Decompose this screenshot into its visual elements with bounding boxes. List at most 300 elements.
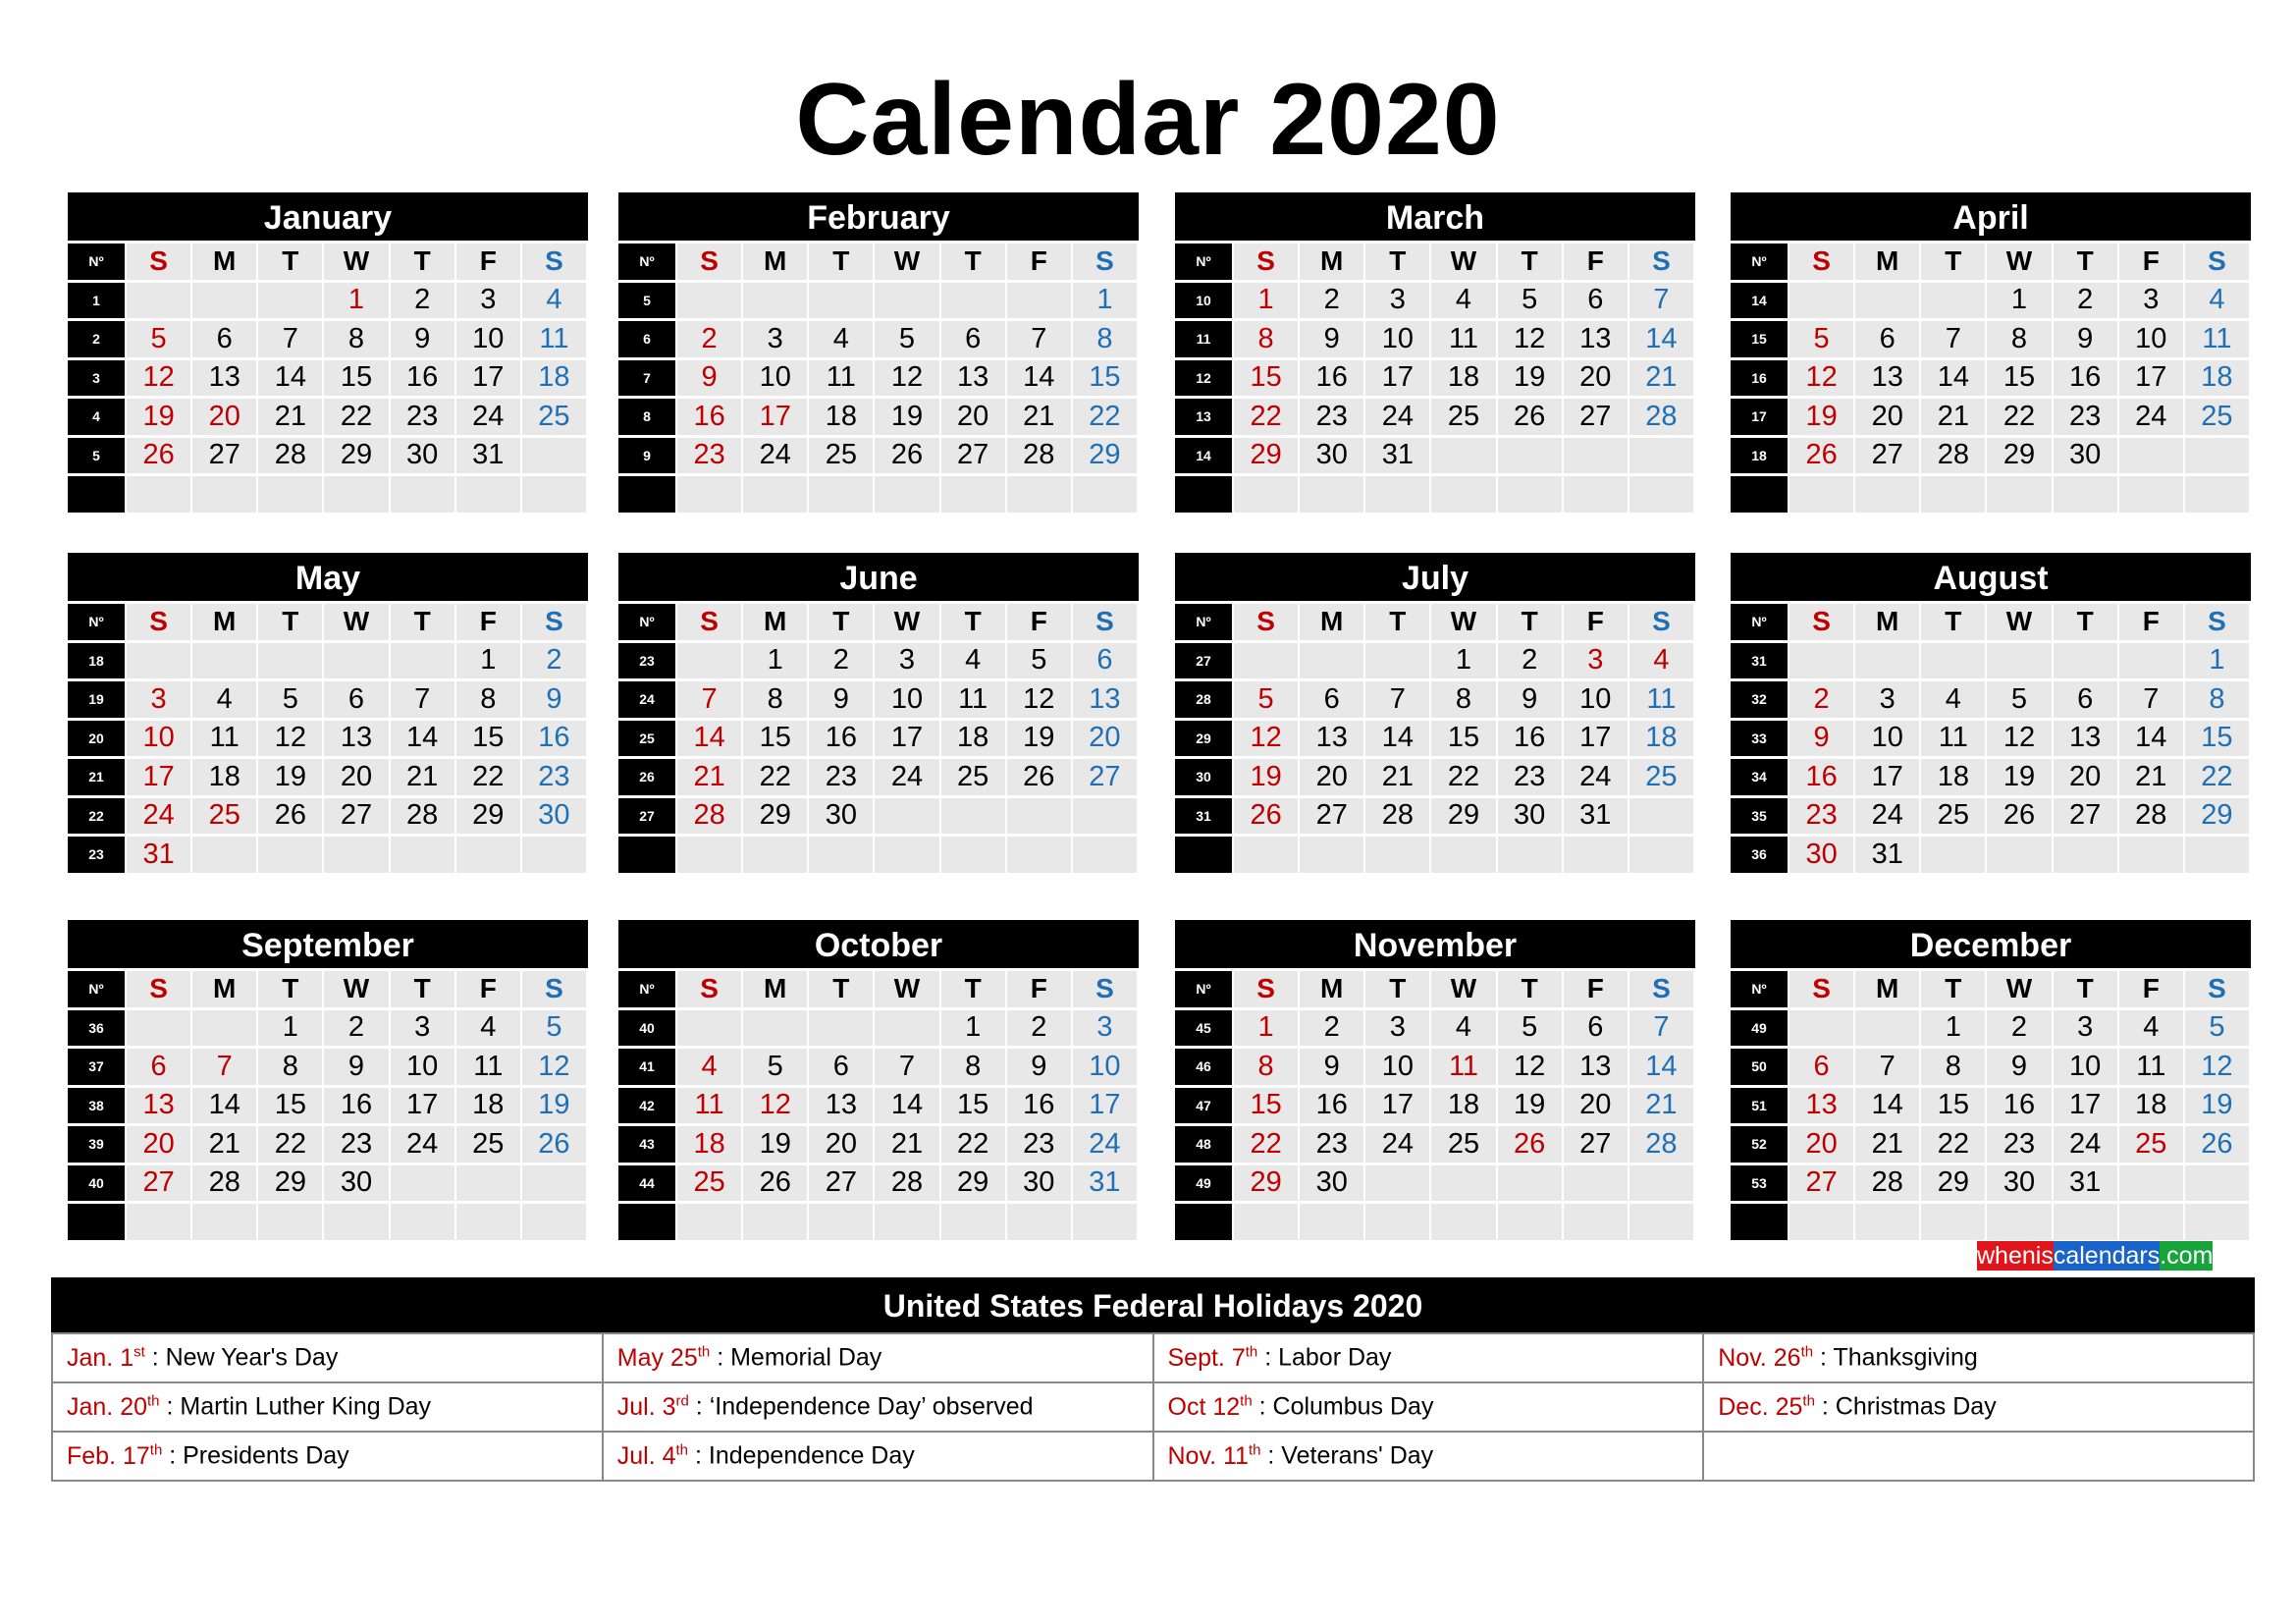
day-cell[interactable]: 7: [676, 680, 742, 720]
day-cell[interactable]: 31: [1854, 836, 1920, 875]
day-cell[interactable]: 14: [191, 1086, 257, 1125]
day-cell[interactable]: 31: [1072, 1164, 1138, 1203]
day-cell[interactable]: 23: [808, 758, 874, 797]
day-cell[interactable]: 23: [1789, 796, 1854, 836]
day-cell[interactable]: 19: [1497, 1086, 1563, 1125]
day-cell[interactable]: 2: [1497, 641, 1563, 680]
day-cell[interactable]: 7: [257, 320, 323, 359]
day-cell[interactable]: 8: [1920, 1048, 1986, 1087]
day-cell[interactable]: 24: [126, 796, 191, 836]
day-cell[interactable]: 28: [390, 796, 455, 836]
day-cell[interactable]: 21: [257, 398, 323, 437]
day-cell[interactable]: 17: [2053, 1086, 2118, 1125]
day-cell[interactable]: 10: [1364, 320, 1430, 359]
day-cell[interactable]: 22: [1920, 1125, 1986, 1164]
day-cell[interactable]: 17: [1563, 719, 1629, 758]
day-cell[interactable]: 23: [390, 398, 455, 437]
day-cell[interactable]: 8: [1233, 320, 1299, 359]
day-cell[interactable]: 12: [1986, 719, 2052, 758]
day-cell[interactable]: 25: [521, 398, 587, 437]
day-cell[interactable]: 29: [1920, 1164, 1986, 1203]
day-cell[interactable]: 31: [455, 436, 521, 475]
day-cell[interactable]: 3: [1563, 641, 1629, 680]
day-cell[interactable]: 9: [1299, 320, 1364, 359]
day-cell[interactable]: 11: [2118, 1048, 2184, 1087]
day-cell[interactable]: 26: [874, 436, 939, 475]
day-cell[interactable]: 21: [1854, 1125, 1920, 1164]
day-cell[interactable]: 5: [257, 680, 323, 720]
day-cell[interactable]: 22: [1072, 398, 1138, 437]
day-cell[interactable]: 26: [521, 1125, 587, 1164]
day-cell[interactable]: 2: [1299, 1008, 1364, 1048]
day-cell[interactable]: 31: [126, 836, 191, 875]
day-cell[interactable]: 15: [742, 719, 808, 758]
day-cell[interactable]: 22: [1430, 758, 1496, 797]
day-cell[interactable]: 6: [1789, 1048, 1854, 1087]
day-cell[interactable]: 24: [1072, 1125, 1138, 1164]
day-cell[interactable]: 13: [808, 1086, 874, 1125]
day-cell[interactable]: 2: [390, 281, 455, 320]
day-cell[interactable]: 30: [1299, 436, 1364, 475]
day-cell[interactable]: 9: [676, 358, 742, 398]
day-cell[interactable]: 3: [1854, 680, 1920, 720]
day-cell[interactable]: 9: [323, 1048, 389, 1087]
day-cell[interactable]: 11: [808, 358, 874, 398]
day-cell[interactable]: 16: [1299, 358, 1364, 398]
day-cell[interactable]: 7: [1629, 1008, 1694, 1048]
day-cell[interactable]: 13: [1072, 680, 1138, 720]
day-cell[interactable]: 11: [1430, 320, 1496, 359]
day-cell[interactable]: 2: [323, 1008, 389, 1048]
day-cell[interactable]: 23: [1006, 1125, 1072, 1164]
day-cell[interactable]: 29: [1233, 1164, 1299, 1203]
day-cell[interactable]: 6: [1299, 680, 1364, 720]
day-cell[interactable]: 22: [455, 758, 521, 797]
day-cell[interactable]: 24: [1364, 1125, 1430, 1164]
day-cell[interactable]: 12: [874, 358, 939, 398]
day-cell[interactable]: 21: [390, 758, 455, 797]
day-cell[interactable]: 16: [1789, 758, 1854, 797]
day-cell[interactable]: 8: [323, 320, 389, 359]
day-cell[interactable]: 23: [521, 758, 587, 797]
day-cell[interactable]: 25: [1430, 398, 1496, 437]
day-cell[interactable]: 20: [1563, 358, 1629, 398]
day-cell[interactable]: 13: [1789, 1086, 1854, 1125]
day-cell[interactable]: 16: [390, 358, 455, 398]
day-cell[interactable]: 14: [1364, 719, 1430, 758]
day-cell[interactable]: 18: [2118, 1086, 2184, 1125]
day-cell[interactable]: 20: [2053, 758, 2118, 797]
day-cell[interactable]: 2: [1006, 1008, 1072, 1048]
day-cell[interactable]: 30: [1986, 1164, 2052, 1203]
day-cell[interactable]: 6: [191, 320, 257, 359]
day-cell[interactable]: 1: [1233, 1008, 1299, 1048]
day-cell[interactable]: 10: [1364, 1048, 1430, 1087]
day-cell[interactable]: 28: [1854, 1164, 1920, 1203]
day-cell[interactable]: 17: [742, 398, 808, 437]
day-cell[interactable]: 5: [1006, 641, 1072, 680]
day-cell[interactable]: 14: [1629, 320, 1694, 359]
day-cell[interactable]: 14: [1629, 1048, 1694, 1087]
day-cell[interactable]: 30: [1497, 796, 1563, 836]
day-cell[interactable]: 13: [191, 358, 257, 398]
day-cell[interactable]: 16: [1299, 1086, 1364, 1125]
day-cell[interactable]: 22: [257, 1125, 323, 1164]
day-cell[interactable]: 12: [126, 358, 191, 398]
day-cell[interactable]: 13: [2053, 719, 2118, 758]
day-cell[interactable]: 22: [1233, 1125, 1299, 1164]
day-cell[interactable]: 12: [1006, 680, 1072, 720]
day-cell[interactable]: 20: [1072, 719, 1138, 758]
day-cell[interactable]: 14: [874, 1086, 939, 1125]
day-cell[interactable]: 7: [2118, 680, 2184, 720]
day-cell[interactable]: 9: [1006, 1048, 1072, 1087]
day-cell[interactable]: 3: [126, 680, 191, 720]
day-cell[interactable]: 1: [1072, 281, 1138, 320]
day-cell[interactable]: 23: [1299, 1125, 1364, 1164]
day-cell[interactable]: 24: [390, 1125, 455, 1164]
day-cell[interactable]: 29: [2184, 796, 2250, 836]
day-cell[interactable]: 11: [1920, 719, 1986, 758]
day-cell[interactable]: 4: [1430, 281, 1496, 320]
day-cell[interactable]: 12: [521, 1048, 587, 1087]
day-cell[interactable]: 12: [2184, 1048, 2250, 1087]
day-cell[interactable]: 27: [940, 436, 1006, 475]
day-cell[interactable]: 7: [1854, 1048, 1920, 1087]
day-cell[interactable]: 3: [2053, 1008, 2118, 1048]
day-cell[interactable]: 21: [191, 1125, 257, 1164]
day-cell[interactable]: 20: [1854, 398, 1920, 437]
day-cell[interactable]: 27: [126, 1164, 191, 1203]
day-cell[interactable]: 12: [1497, 1048, 1563, 1087]
day-cell[interactable]: 5: [1233, 680, 1299, 720]
day-cell[interactable]: 17: [1072, 1086, 1138, 1125]
day-cell[interactable]: 19: [1233, 758, 1299, 797]
day-cell[interactable]: 19: [2184, 1086, 2250, 1125]
day-cell[interactable]: 20: [323, 758, 389, 797]
day-cell[interactable]: 31: [2053, 1164, 2118, 1203]
day-cell[interactable]: 11: [1430, 1048, 1496, 1087]
day-cell[interactable]: 23: [676, 436, 742, 475]
day-cell[interactable]: 7: [191, 1048, 257, 1087]
day-cell[interactable]: 24: [455, 398, 521, 437]
day-cell[interactable]: 31: [1563, 796, 1629, 836]
day-cell[interactable]: 10: [2118, 320, 2184, 359]
day-cell[interactable]: 6: [808, 1048, 874, 1087]
day-cell[interactable]: 25: [2118, 1125, 2184, 1164]
day-cell[interactable]: 11: [455, 1048, 521, 1087]
day-cell[interactable]: 1: [323, 281, 389, 320]
day-cell[interactable]: 4: [1430, 1008, 1496, 1048]
day-cell[interactable]: 20: [808, 1125, 874, 1164]
day-cell[interactable]: 4: [1629, 641, 1694, 680]
day-cell[interactable]: 29: [940, 1164, 1006, 1203]
day-cell[interactable]: 19: [126, 398, 191, 437]
day-cell[interactable]: 26: [1497, 1125, 1563, 1164]
day-cell[interactable]: 15: [1072, 358, 1138, 398]
day-cell[interactable]: 8: [940, 1048, 1006, 1087]
day-cell[interactable]: 17: [455, 358, 521, 398]
day-cell[interactable]: 8: [1233, 1048, 1299, 1087]
day-cell[interactable]: 7: [390, 680, 455, 720]
day-cell[interactable]: 20: [940, 398, 1006, 437]
day-cell[interactable]: 5: [1986, 680, 2052, 720]
day-cell[interactable]: 14: [1920, 358, 1986, 398]
day-cell[interactable]: 20: [1299, 758, 1364, 797]
day-cell[interactable]: 7: [874, 1048, 939, 1087]
day-cell[interactable]: 31: [1364, 436, 1430, 475]
day-cell[interactable]: 27: [1072, 758, 1138, 797]
day-cell[interactable]: 19: [1006, 719, 1072, 758]
day-cell[interactable]: 9: [2053, 320, 2118, 359]
day-cell[interactable]: 20: [126, 1125, 191, 1164]
day-cell[interactable]: 15: [2184, 719, 2250, 758]
day-cell[interactable]: 1: [455, 641, 521, 680]
day-cell[interactable]: 9: [1789, 719, 1854, 758]
day-cell[interactable]: 4: [2184, 281, 2250, 320]
day-cell[interactable]: 3: [1072, 1008, 1138, 1048]
day-cell[interactable]: 19: [742, 1125, 808, 1164]
day-cell[interactable]: 16: [808, 719, 874, 758]
day-cell[interactable]: 11: [2184, 320, 2250, 359]
day-cell[interactable]: 19: [521, 1086, 587, 1125]
day-cell[interactable]: 28: [676, 796, 742, 836]
day-cell[interactable]: 2: [1299, 281, 1364, 320]
day-cell[interactable]: 15: [1233, 358, 1299, 398]
day-cell[interactable]: 5: [521, 1008, 587, 1048]
day-cell[interactable]: 12: [1789, 358, 1854, 398]
day-cell[interactable]: 14: [676, 719, 742, 758]
day-cell[interactable]: 15: [1986, 358, 2052, 398]
day-cell[interactable]: 25: [940, 758, 1006, 797]
day-cell[interactable]: 22: [742, 758, 808, 797]
day-cell[interactable]: 18: [1430, 1086, 1496, 1125]
day-cell[interactable]: 12: [1497, 320, 1563, 359]
day-cell[interactable]: 27: [1299, 796, 1364, 836]
day-cell[interactable]: 8: [257, 1048, 323, 1087]
day-cell[interactable]: 13: [126, 1086, 191, 1125]
day-cell[interactable]: 1: [940, 1008, 1006, 1048]
day-cell[interactable]: 21: [1364, 758, 1430, 797]
day-cell[interactable]: 29: [323, 436, 389, 475]
day-cell[interactable]: 12: [257, 719, 323, 758]
day-cell[interactable]: 4: [521, 281, 587, 320]
day-cell[interactable]: 16: [521, 719, 587, 758]
day-cell[interactable]: 4: [676, 1048, 742, 1087]
day-cell[interactable]: 7: [1920, 320, 1986, 359]
day-cell[interactable]: 30: [1789, 836, 1854, 875]
day-cell[interactable]: 25: [191, 796, 257, 836]
day-cell[interactable]: 3: [2118, 281, 2184, 320]
day-cell[interactable]: 15: [323, 358, 389, 398]
day-cell[interactable]: 27: [191, 436, 257, 475]
day-cell[interactable]: 11: [1629, 680, 1694, 720]
day-cell[interactable]: 12: [742, 1086, 808, 1125]
day-cell[interactable]: 29: [1072, 436, 1138, 475]
day-cell[interactable]: 10: [1563, 680, 1629, 720]
day-cell[interactable]: 14: [390, 719, 455, 758]
day-cell[interactable]: 4: [940, 641, 1006, 680]
day-cell[interactable]: 26: [1006, 758, 1072, 797]
day-cell[interactable]: 5: [2184, 1008, 2250, 1048]
day-cell[interactable]: 10: [2053, 1048, 2118, 1087]
day-cell[interactable]: 16: [1497, 719, 1563, 758]
day-cell[interactable]: 26: [1789, 436, 1854, 475]
day-cell[interactable]: 27: [1854, 436, 1920, 475]
day-cell[interactable]: 4: [2118, 1008, 2184, 1048]
day-cell[interactable]: 3: [742, 320, 808, 359]
day-cell[interactable]: 10: [126, 719, 191, 758]
day-cell[interactable]: 17: [1364, 1086, 1430, 1125]
day-cell[interactable]: 19: [1789, 398, 1854, 437]
day-cell[interactable]: 28: [1364, 796, 1430, 836]
day-cell[interactable]: 5: [742, 1048, 808, 1087]
day-cell[interactable]: 25: [2184, 398, 2250, 437]
day-cell[interactable]: 27: [1563, 1125, 1629, 1164]
day-cell[interactable]: 25: [1920, 796, 1986, 836]
day-cell[interactable]: 21: [2118, 758, 2184, 797]
day-cell[interactable]: 28: [1629, 398, 1694, 437]
day-cell[interactable]: 18: [191, 758, 257, 797]
day-cell[interactable]: 23: [1986, 1125, 2052, 1164]
day-cell[interactable]: 18: [676, 1125, 742, 1164]
day-cell[interactable]: 17: [874, 719, 939, 758]
day-cell[interactable]: 26: [257, 796, 323, 836]
day-cell[interactable]: 13: [1299, 719, 1364, 758]
day-cell[interactable]: 8: [1430, 680, 1496, 720]
day-cell[interactable]: 7: [1364, 680, 1430, 720]
day-cell[interactable]: 16: [1986, 1086, 2052, 1125]
day-cell[interactable]: 25: [455, 1125, 521, 1164]
day-cell[interactable]: 2: [808, 641, 874, 680]
day-cell[interactable]: 29: [455, 796, 521, 836]
day-cell[interactable]: 22: [1986, 398, 2052, 437]
day-cell[interactable]: 28: [1920, 436, 1986, 475]
day-cell[interactable]: 24: [1364, 398, 1430, 437]
day-cell[interactable]: 13: [1854, 358, 1920, 398]
day-cell[interactable]: 20: [1789, 1125, 1854, 1164]
day-cell[interactable]: 3: [1364, 1008, 1430, 1048]
day-cell[interactable]: 30: [521, 796, 587, 836]
day-cell[interactable]: 21: [1629, 1086, 1694, 1125]
day-cell[interactable]: 7: [1006, 320, 1072, 359]
day-cell[interactable]: 11: [940, 680, 1006, 720]
day-cell[interactable]: 30: [323, 1164, 389, 1203]
day-cell[interactable]: 10: [1854, 719, 1920, 758]
day-cell[interactable]: 7: [1629, 281, 1694, 320]
day-cell[interactable]: 30: [2053, 436, 2118, 475]
day-cell[interactable]: 30: [1299, 1164, 1364, 1203]
day-cell[interactable]: 14: [1854, 1086, 1920, 1125]
day-cell[interactable]: 17: [1854, 758, 1920, 797]
day-cell[interactable]: 27: [808, 1164, 874, 1203]
day-cell[interactable]: 22: [2184, 758, 2250, 797]
day-cell[interactable]: 19: [1986, 758, 2052, 797]
day-cell[interactable]: 2: [1986, 1008, 2052, 1048]
day-cell[interactable]: 16: [2053, 358, 2118, 398]
day-cell[interactable]: 11: [676, 1086, 742, 1125]
day-cell[interactable]: 16: [323, 1086, 389, 1125]
day-cell[interactable]: 16: [676, 398, 742, 437]
day-cell[interactable]: 29: [257, 1164, 323, 1203]
day-cell[interactable]: 1: [1233, 281, 1299, 320]
day-cell[interactable]: 22: [323, 398, 389, 437]
day-cell[interactable]: 26: [742, 1164, 808, 1203]
day-cell[interactable]: 27: [1563, 398, 1629, 437]
day-cell[interactable]: 23: [1497, 758, 1563, 797]
day-cell[interactable]: 13: [1563, 320, 1629, 359]
day-cell[interactable]: 10: [455, 320, 521, 359]
day-cell[interactable]: 20: [1563, 1086, 1629, 1125]
day-cell[interactable]: 18: [1430, 358, 1496, 398]
day-cell[interactable]: 22: [940, 1125, 1006, 1164]
day-cell[interactable]: 24: [2053, 1125, 2118, 1164]
day-cell[interactable]: 14: [1006, 358, 1072, 398]
day-cell[interactable]: 13: [1563, 1048, 1629, 1087]
day-cell[interactable]: 8: [2184, 680, 2250, 720]
day-cell[interactable]: 10: [874, 680, 939, 720]
day-cell[interactable]: 5: [1497, 281, 1563, 320]
day-cell[interactable]: 26: [1986, 796, 2052, 836]
day-cell[interactable]: 23: [323, 1125, 389, 1164]
day-cell[interactable]: 9: [808, 680, 874, 720]
day-cell[interactable]: 30: [390, 436, 455, 475]
day-cell[interactable]: 17: [126, 758, 191, 797]
day-cell[interactable]: 19: [257, 758, 323, 797]
day-cell[interactable]: 4: [1920, 680, 1986, 720]
day-cell[interactable]: 24: [2118, 398, 2184, 437]
day-cell[interactable]: 1: [1986, 281, 2052, 320]
day-cell[interactable]: 30: [1006, 1164, 1072, 1203]
day-cell[interactable]: 16: [1006, 1086, 1072, 1125]
day-cell[interactable]: 1: [1430, 641, 1496, 680]
day-cell[interactable]: 9: [1497, 680, 1563, 720]
day-cell[interactable]: 26: [1233, 796, 1299, 836]
day-cell[interactable]: 27: [2053, 796, 2118, 836]
day-cell[interactable]: 29: [1986, 436, 2052, 475]
day-cell[interactable]: 30: [808, 796, 874, 836]
day-cell[interactable]: 13: [323, 719, 389, 758]
day-cell[interactable]: 1: [2184, 641, 2250, 680]
day-cell[interactable]: 27: [1789, 1164, 1854, 1203]
day-cell[interactable]: 26: [126, 436, 191, 475]
day-cell[interactable]: 5: [1789, 320, 1854, 359]
day-cell[interactable]: 3: [390, 1008, 455, 1048]
day-cell[interactable]: 4: [455, 1008, 521, 1048]
day-cell[interactable]: 26: [1497, 398, 1563, 437]
day-cell[interactable]: 8: [742, 680, 808, 720]
day-cell[interactable]: 2: [676, 320, 742, 359]
day-cell[interactable]: 4: [191, 680, 257, 720]
day-cell[interactable]: 8: [1986, 320, 2052, 359]
day-cell[interactable]: 12: [1233, 719, 1299, 758]
day-cell[interactable]: 9: [390, 320, 455, 359]
day-cell[interactable]: 6: [126, 1048, 191, 1087]
day-cell[interactable]: 24: [1563, 758, 1629, 797]
day-cell[interactable]: 14: [2118, 719, 2184, 758]
day-cell[interactable]: 15: [940, 1086, 1006, 1125]
day-cell[interactable]: 18: [940, 719, 1006, 758]
day-cell[interactable]: 19: [1497, 358, 1563, 398]
day-cell[interactable]: 6: [1563, 1008, 1629, 1048]
day-cell[interactable]: 29: [1233, 436, 1299, 475]
day-cell[interactable]: 18: [521, 358, 587, 398]
day-cell[interactable]: 17: [2118, 358, 2184, 398]
day-cell[interactable]: 21: [1920, 398, 1986, 437]
day-cell[interactable]: 29: [1430, 796, 1496, 836]
day-cell[interactable]: 10: [1072, 1048, 1138, 1087]
day-cell[interactable]: 15: [455, 719, 521, 758]
